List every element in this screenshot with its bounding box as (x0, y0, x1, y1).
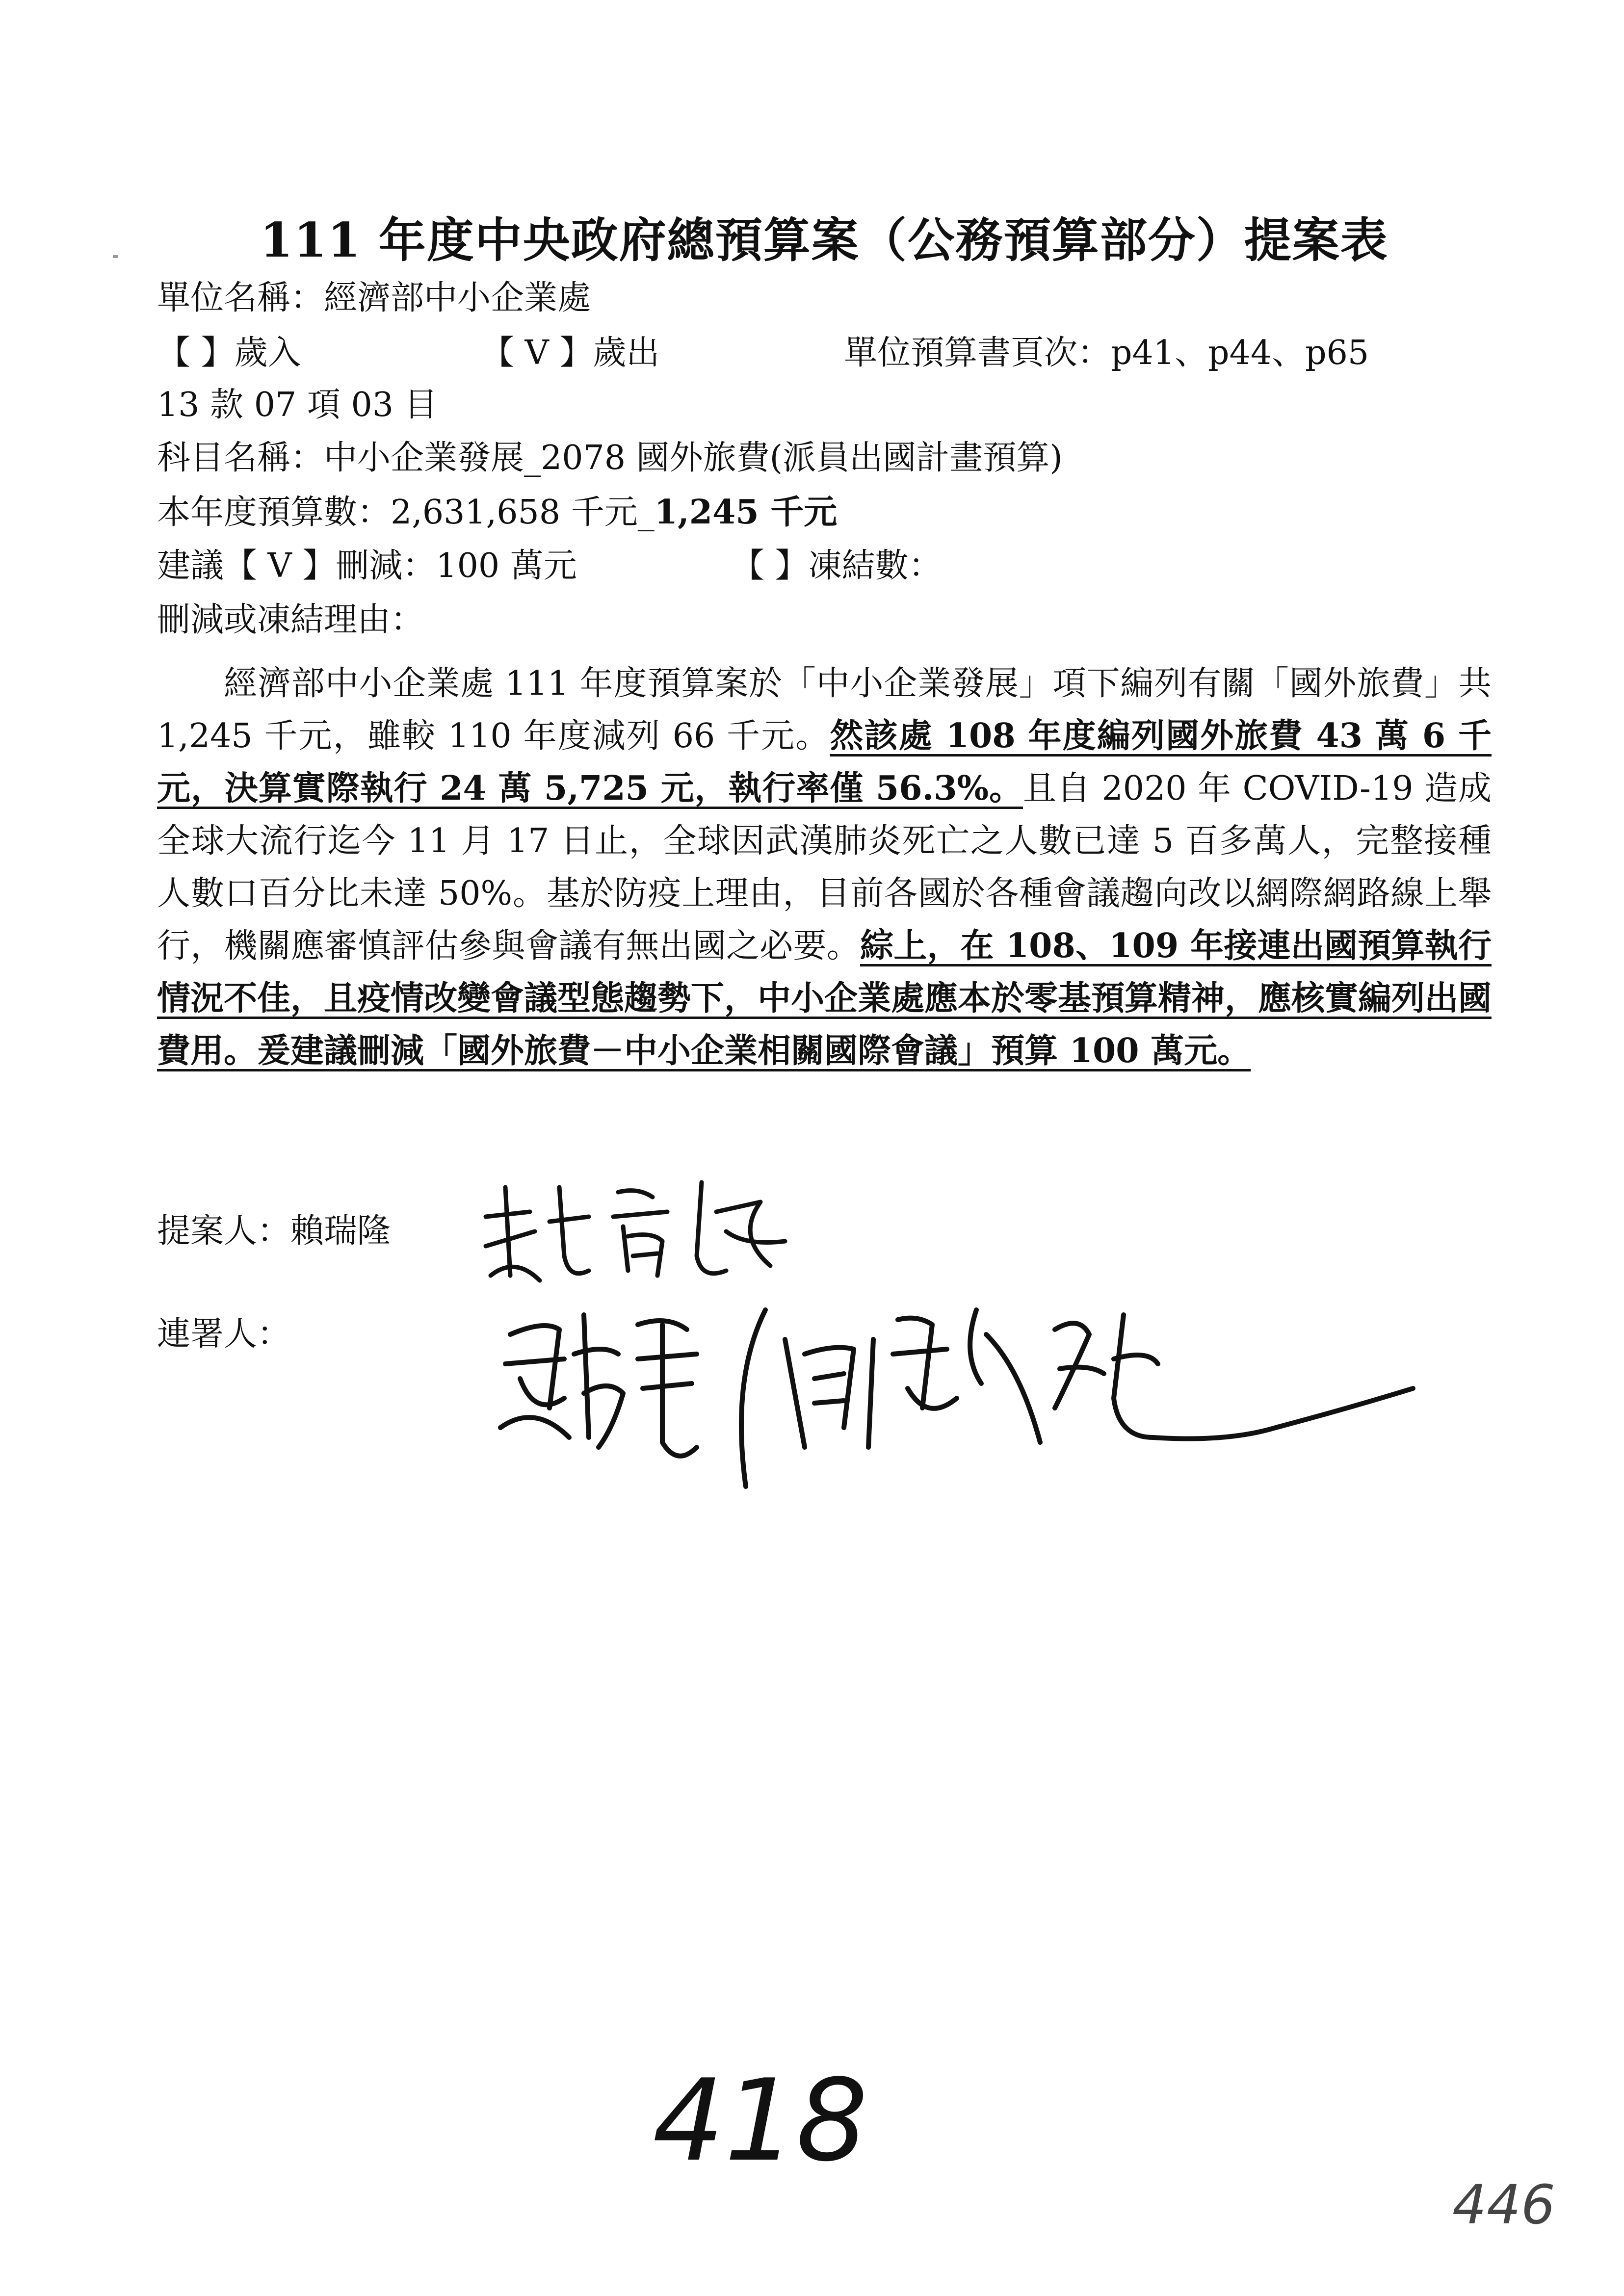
page-title: 111 年度中央政府總預算案（公務預算部分）提案表 (260, 212, 1388, 268)
corner-number: 446 (1452, 2173, 1555, 2236)
proposer: 提案人：賴瑞隆 (157, 1212, 391, 1251)
proposal-freeze: 【 】凍結數： (731, 547, 942, 585)
pages-reference: 單位預算書頁次：p41、p44、p65 (844, 334, 1369, 372)
cosigner-signatures (491, 1280, 1423, 1506)
subject-name: 科目名稱：中小企業發展_2078 國外旅費(派員出國計畫預算) (157, 439, 1063, 477)
scan-speck (113, 255, 118, 258)
checkbox-expense: 【 V 】歲出 (481, 334, 660, 372)
page-number: 418 (653, 2056, 868, 2187)
reason-covid: 且自 2020 年 COVID-19 造成全球大流行迄今 11 月 17 日止，全球因武漢肺炎死亡之人數已達 5 百多萬人，完整接種人數口百分比未達 50%。基於防疫上理由，目前各國於各種會議趨向改以網際網路線上舉行，機關應審慎評估參與會議有無出國之必要。 (157, 769, 1492, 965)
reason-intro: 經濟部中小企業處 111 年度預算案於「中小企業發展」項下編列有關「國外旅費」共 1,245 千元，雖較 110 年度減列 66 千元。 (157, 664, 1492, 756)
unit-name: 單位名稱：經濟部中小企業處 (157, 279, 591, 317)
reason-execution-rate: 然該處 108 年度編列國外旅費 43 萬 6 千元，決算實際執行 24 萬 5,725 元，執行率僅 56.3%。 (157, 716, 1492, 808)
budget-bold-amount: 1,245 千元 (654, 493, 838, 532)
item-code: 13 款 07 項 03 目 (157, 386, 438, 424)
checkbox-income: 【 】歲入 (157, 334, 301, 372)
proposal-cut: 建議【 V 】刪減：100 萬元 (157, 547, 577, 585)
reason-paragraph (157, 657, 1492, 1077)
budget-amount (157, 488, 837, 537)
cosigner-label: 連署人： (157, 1315, 291, 1354)
reason-label: 刪減或凍結理由： (157, 600, 424, 639)
reason-conclusion: 綜上，在 108、109 年接連出國預算執行情況不佳，且疫情改變會議型態趨勢下，中小企業處應本於零基預算精神，應核實編列出國費用。爰建議刪減「國外旅費－中小企業相關國際會議」預算 100 萬元。 (157, 926, 1492, 1070)
budget-prefix: 本年度預算數：2,631,658 千元_ (157, 493, 655, 532)
